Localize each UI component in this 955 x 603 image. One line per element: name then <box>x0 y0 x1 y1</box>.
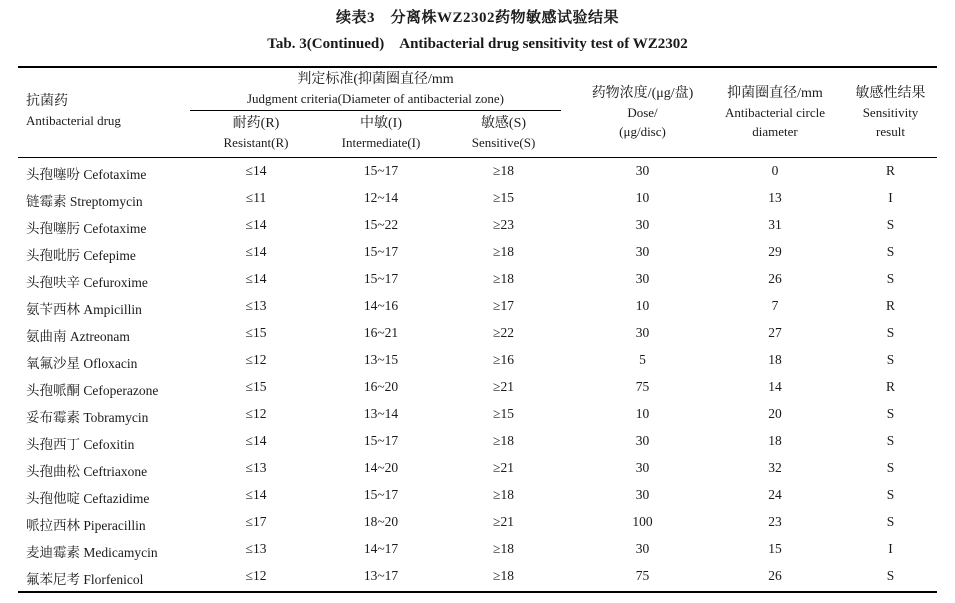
header-result-en2: result <box>876 124 905 139</box>
header-sensitive-en: Sensitive(S) <box>471 135 536 150</box>
header-resistant <box>196 114 316 152</box>
result-cell: S <box>886 433 895 448</box>
table-row <box>0 185 955 212</box>
dose-cell: 100 <box>632 514 653 529</box>
header-sensitive <box>446 114 561 152</box>
result-cell: S <box>886 217 895 232</box>
intermediate-cell: 16~20 <box>363 379 399 394</box>
intermediate-cell: 15~22 <box>363 217 399 232</box>
drug-cell: 氧氟沙星 Ofloxacin <box>26 356 138 371</box>
result-cell: S <box>886 271 895 286</box>
dose-cell: 75 <box>635 379 650 394</box>
table-row <box>0 536 955 563</box>
diameter-cell: 14 <box>768 379 782 394</box>
diameter-cell: 0 <box>771 163 779 178</box>
dose-cell: 30 <box>635 460 650 475</box>
drug-cell: 头孢吡肟 Cefepime <box>26 248 136 263</box>
resistant-cell: ≤14 <box>245 244 267 259</box>
dose-cell: 30 <box>635 217 650 232</box>
table-row <box>0 374 955 401</box>
dose-cell: 30 <box>635 325 650 340</box>
intermediate-cell: 13~17 <box>363 568 399 583</box>
sensitive-cell: ≥18 <box>493 487 514 502</box>
intermediate-cell: 14~17 <box>363 541 399 556</box>
table-row <box>0 347 955 374</box>
table-row <box>0 266 955 293</box>
diameter-cell: 7 <box>771 298 779 313</box>
resistant-cell: ≤13 <box>245 460 267 475</box>
diameter-cell: 29 <box>768 244 782 259</box>
intermediate-cell: 13~15 <box>363 352 399 367</box>
resistant-cell: ≤12 <box>245 352 267 367</box>
table-row <box>0 482 955 509</box>
dose-cell: 30 <box>635 541 650 556</box>
resistant-cell: ≤14 <box>245 217 267 232</box>
criteria-rule <box>190 110 561 111</box>
intermediate-cell: 15~17 <box>363 487 399 502</box>
header-result-cn: 敏感性结果 <box>855 86 926 101</box>
resistant-cell: ≤14 <box>245 271 267 286</box>
resistant-cell: ≤17 <box>245 514 267 529</box>
resistant-cell: ≤13 <box>245 298 267 313</box>
resistant-cell: ≤12 <box>245 406 267 421</box>
drug-cell: 头孢噻肟 Cefotaxime <box>26 221 147 236</box>
sensitive-cell: ≥15 <box>493 406 514 421</box>
resistant-cell: ≤12 <box>245 568 267 583</box>
sensitive-cell: ≥21 <box>493 460 514 475</box>
sensitive-cell: ≥18 <box>493 541 514 556</box>
intermediate-cell: 15~17 <box>363 163 399 178</box>
drug-cell: 头孢噻吩 Cefotaxime <box>26 167 147 182</box>
result-cell: I <box>888 541 893 556</box>
dose-cell: 30 <box>635 487 650 502</box>
sensitive-cell: ≥18 <box>493 271 514 286</box>
header-diameter-en1: Antibacterial circle <box>725 105 825 120</box>
table-row <box>0 293 955 320</box>
table-row <box>0 158 955 185</box>
header-intermediate-en: Intermediate(I) <box>341 135 421 150</box>
result-cell: S <box>886 514 895 529</box>
diameter-cell: 23 <box>768 514 782 529</box>
header-sensitive-cn: 敏感(S) <box>480 116 527 131</box>
header-criteria <box>190 70 561 108</box>
sensitive-cell: ≥21 <box>493 514 514 529</box>
drug-cell: 头孢哌酮 Cefoperazone <box>26 383 159 398</box>
diameter-cell: 15 <box>768 541 782 556</box>
diameter-cell: 20 <box>768 406 782 421</box>
resistant-cell: ≤14 <box>245 163 267 178</box>
header-drug-en: Antibacterial drug <box>26 113 121 128</box>
intermediate-cell: 12~14 <box>363 190 399 205</box>
drug-cell: 麦迪霉素 Medicamycin <box>26 545 158 560</box>
header-criteria-cn: 判定标准(抑菌圈直径/mm <box>297 72 454 87</box>
result-cell: S <box>886 568 895 583</box>
header-diameter-en2: diameter <box>752 124 798 139</box>
header-drug <box>26 92 121 130</box>
table-row <box>0 212 955 239</box>
result-cell: S <box>886 487 895 502</box>
header-diameter-cn: 抑菌圈直径/mm <box>727 86 823 101</box>
result-cell: S <box>886 460 895 475</box>
header-dose-cn: 药物浓度/(μg/盘) <box>591 86 694 101</box>
dose-cell: 30 <box>635 163 650 178</box>
diameter-cell: 27 <box>768 325 782 340</box>
intermediate-cell: 16~21 <box>363 325 399 340</box>
sensitive-cell: ≥22 <box>493 325 514 340</box>
diameter-cell: 26 <box>768 271 782 286</box>
header-intermediate <box>316 114 446 152</box>
table-row <box>0 428 955 455</box>
result-cell: S <box>886 325 895 340</box>
result-cell: R <box>885 163 895 178</box>
drug-cell: 氨苄西林 Ampicillin <box>26 302 142 317</box>
diameter-cell: 13 <box>768 190 782 205</box>
top-rule <box>18 66 937 68</box>
drug-cell: 头孢西丁 Cefoxitin <box>26 437 135 452</box>
resistant-cell: ≤15 <box>245 325 267 340</box>
result-cell: I <box>888 190 893 205</box>
diameter-cell: 32 <box>768 460 782 475</box>
header-intermediate-cn: 中敏(I) <box>360 116 402 131</box>
dose-cell: 30 <box>635 271 650 286</box>
intermediate-cell: 14~16 <box>363 298 399 313</box>
intermediate-cell: 15~17 <box>363 244 399 259</box>
diameter-cell: 31 <box>768 217 782 232</box>
header-dose <box>570 84 715 141</box>
resistant-cell: ≤14 <box>245 433 267 448</box>
header-drug-cn: 抗菌药 <box>26 94 68 109</box>
dose-cell: 75 <box>635 568 650 583</box>
dose-cell: 30 <box>635 433 650 448</box>
sensitive-cell: ≥15 <box>493 190 514 205</box>
sensitive-cell: ≥18 <box>493 568 514 583</box>
sensitive-cell: ≥16 <box>493 352 514 367</box>
drug-cell: 头孢他啶 Ceftazidime <box>26 491 150 506</box>
intermediate-cell: 13~14 <box>363 406 399 421</box>
result-cell: S <box>886 244 895 259</box>
dose-cell: 10 <box>635 190 650 205</box>
header-dose-en1: Dose/ <box>627 105 658 120</box>
intermediate-cell: 14~20 <box>363 460 399 475</box>
dose-cell: 10 <box>635 406 650 421</box>
drug-cell: 头孢呋辛 Cefuroxime <box>26 275 148 290</box>
bottom-rule <box>18 591 937 593</box>
drug-cell: 链霉素 Streptomycin <box>26 194 143 209</box>
result-cell: R <box>885 298 895 313</box>
table-title-en: Tab. 3(Continued) Antibacterial drug sensitivity test of WZ2302 <box>267 36 688 52</box>
resistant-cell: ≤15 <box>245 379 267 394</box>
diameter-cell: 26 <box>768 568 782 583</box>
sensitive-cell: ≥23 <box>493 217 514 232</box>
resistant-cell: ≤11 <box>245 190 267 205</box>
table-body <box>0 158 955 590</box>
intermediate-cell: 15~17 <box>363 271 399 286</box>
drug-cell: 头孢曲松 Ceftriaxone <box>26 464 148 479</box>
header-criteria-en: Judgment criteria(Diameter of antibacterial zone) <box>247 91 504 106</box>
result-cell: R <box>885 379 895 394</box>
header-result <box>828 84 953 141</box>
drug-cell: 哌拉西林 Piperacillin <box>26 518 146 533</box>
resistant-cell: ≤14 <box>245 487 267 502</box>
drug-cell: 氨曲南 Aztreonam <box>26 329 130 344</box>
sensitive-cell: ≥18 <box>493 244 514 259</box>
intermediate-cell: 18~20 <box>363 514 399 529</box>
resistant-cell: ≤13 <box>245 541 267 556</box>
sensitive-cell: ≥18 <box>493 433 514 448</box>
diameter-cell: 18 <box>768 352 782 367</box>
table-row <box>0 455 955 482</box>
drug-cell: 氟苯尼考 Florfenicol <box>26 572 144 587</box>
sensitive-cell: ≥18 <box>493 163 514 178</box>
table-row <box>0 320 955 347</box>
header-dose-en2: (μg/disc) <box>619 124 666 139</box>
dose-cell: 5 <box>639 352 646 367</box>
header-resistant-cn: 耐药(R) <box>232 116 280 131</box>
sensitive-cell: ≥17 <box>493 298 514 313</box>
header-result-en1: Sensitivity <box>862 105 919 120</box>
header-resistant-en: Resistant(R) <box>223 135 289 150</box>
dose-cell: 10 <box>635 298 650 313</box>
drug-cell: 妥布霉素 Tobramycin <box>26 410 149 425</box>
table-row <box>0 563 955 590</box>
table-row <box>0 239 955 266</box>
sensitive-cell: ≥21 <box>493 379 514 394</box>
result-cell: S <box>886 406 895 421</box>
result-cell: S <box>886 352 895 367</box>
table-title-cn: 续表3 分离株WZ2302药物敏感试验结果 <box>335 10 619 26</box>
table-row <box>0 401 955 428</box>
intermediate-cell: 15~17 <box>363 433 399 448</box>
diameter-cell: 18 <box>768 433 782 448</box>
dose-cell: 30 <box>635 244 650 259</box>
table-row <box>0 509 955 536</box>
diameter-cell: 24 <box>768 487 782 502</box>
